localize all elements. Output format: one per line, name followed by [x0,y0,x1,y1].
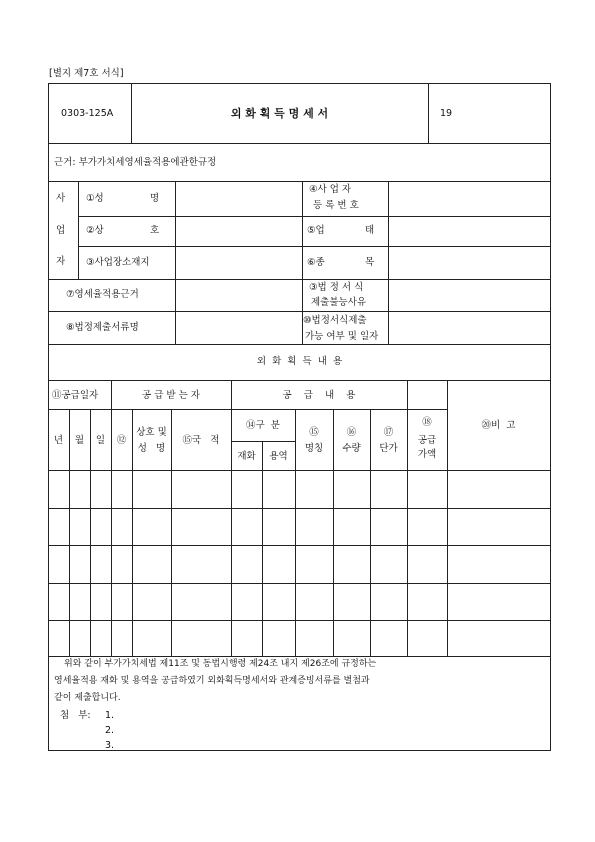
divider [90,409,91,656]
legal-form-label: 제출불능사유 [311,297,367,308]
col-goods: 재화 [237,451,256,462]
divider [428,83,429,143]
statement-line: 같이 제출합니다. [54,693,121,703]
col-unit-price: ⑰ [383,427,394,438]
divider [69,409,70,656]
col-item-name: 명칭 [304,443,324,454]
name-label: 명 [150,193,160,204]
col-month: 월 [74,435,85,446]
page-title: 외 화 획 득 명 세 서 [230,107,329,120]
col-quantity: 수량 [342,443,361,454]
divider [388,181,389,344]
year-field: 19 [440,108,453,119]
col-item-name: ⑮ [309,427,319,438]
name-label: ①성 [86,193,104,204]
trade-label: ②상 [86,225,104,236]
divider [48,508,551,509]
divider [48,409,447,410]
attach-label: 첨 부: [60,710,91,721]
form-code: 0303-125A [61,108,114,119]
col-number: ⑫ [116,435,127,446]
col-supply-date: ⑪공급일자 [52,390,99,401]
divider [48,656,551,657]
group-char: 자 [56,256,66,267]
legal-form-label: ③법 정 서 식 [309,282,364,293]
divider [48,380,551,381]
form-frame [48,83,551,751]
divider [48,344,551,345]
divider [175,181,176,344]
divider [48,311,551,312]
col-quantity: ⑯ [346,427,357,438]
divider [231,441,295,442]
col-trade-name: 상호 및 [136,427,167,438]
divider [78,181,79,279]
statement-line: 영세율적용 재화 및 용역을 공급하였기 외화획득명세서와 관계증빙서류를 별첨과 [54,676,370,686]
divider [78,216,550,217]
regno-label: ④사 업 자 [309,184,352,195]
divider [48,279,551,280]
group-char: 사 [56,193,66,204]
legal-submit-label: ⑩법정서식제출 [303,315,367,326]
attach-item: 2. [105,725,115,736]
item-label: 목 [365,257,375,268]
basis-text: 근거: 부가가치세영세율적용에관한규정 [54,157,217,168]
col-nation: ⑮국 적 [182,435,220,446]
regno-label: 등 록 번 호 [313,200,359,211]
col-amount: 공급 [417,435,437,446]
col-supply-content: 공 급 내 용 [282,390,356,401]
attach-item: 3. [105,740,115,751]
col-year: 년 [53,435,64,446]
divider [48,470,551,471]
item-label: ⑥종 [307,257,325,268]
address-label: ③사업장소재지 [86,257,150,268]
divider [111,380,112,656]
col-day: 일 [95,435,106,446]
divider [48,620,551,621]
divider [48,545,551,546]
apply-basis-label: ⑦영세율적용근거 [66,289,139,300]
col-trade-name: 성 명 [137,443,166,454]
divider [48,181,551,182]
divider [48,143,551,144]
divider [48,583,551,584]
col-division: ⑭구 분 [246,420,280,431]
col-unit-price: 단가 [379,443,398,454]
col-receiver: 공 급 받 는 자 [142,390,200,401]
divider [262,441,263,656]
col-service: 용역 [269,451,288,462]
divider [78,246,550,247]
business-type-label: ⑤업 [307,225,325,236]
col-amount: 가액 [417,449,437,460]
legal-doc-label: ⑧법정제출서류명 [66,322,139,333]
trade-label: 호 [150,225,160,236]
statement-line: 위와 같이 부가가치세법 제11조 및 동법시행령 제24조 내지 제26조에 규정하는 [64,659,377,669]
attach-item: 1. [105,710,115,721]
business-type-label: 태 [365,225,375,236]
form-label: [별지 제7호 서식] [49,68,124,79]
section-title: 외 화 획 득 내 용 [256,356,343,367]
divider [171,409,172,656]
group-char: 업 [56,225,66,236]
col-remark: ⑳비 고 [481,420,516,431]
legal-submit-label: 가능 여부 및 일자 [305,331,379,342]
col-amount: ⑱ [422,417,432,428]
